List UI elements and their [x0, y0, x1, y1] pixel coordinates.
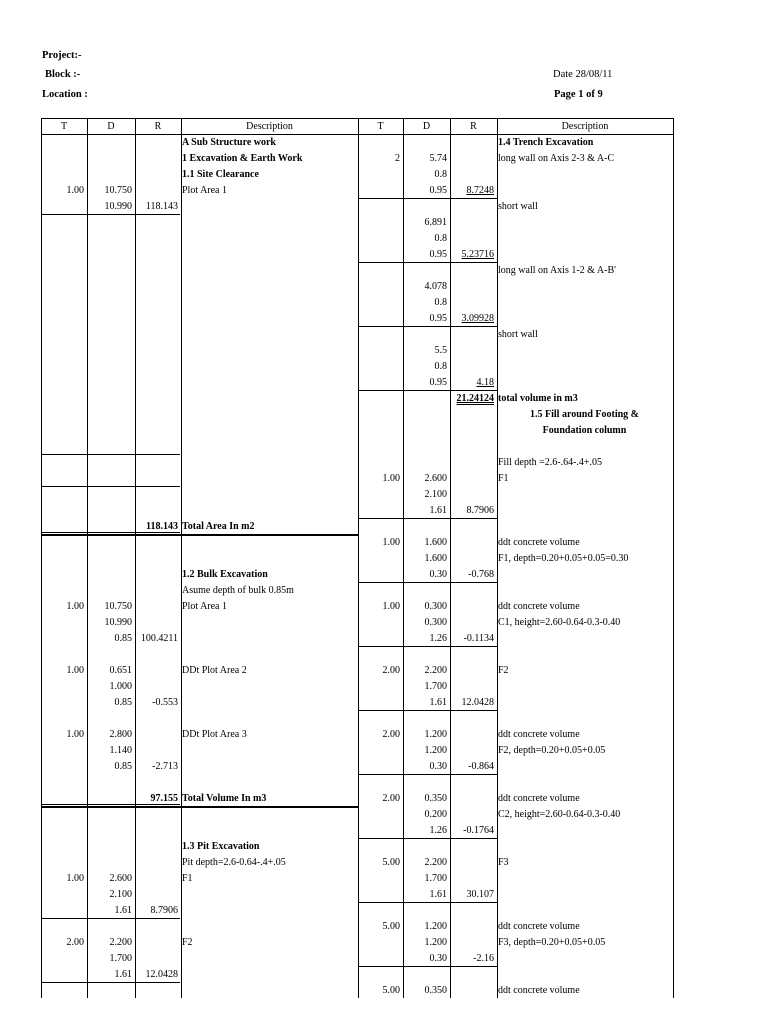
- right-d-cell: 1.600: [424, 553, 447, 564]
- left-r-cell: 12.0428: [145, 969, 178, 980]
- left-description-cell: 1.3 Pit Excavation: [182, 841, 260, 852]
- row-separator: [358, 262, 497, 263]
- row-separator: [41, 214, 180, 215]
- right-d-cell: 1.200: [424, 729, 447, 740]
- row-separator: [358, 198, 497, 199]
- right-t-cell: 1.00: [382, 473, 400, 484]
- right-description-cell: C2, height=2.60-0.64-0.3-0.40: [498, 809, 621, 820]
- right-r-cell: 12.0428: [461, 697, 494, 708]
- left-description-cell: A Sub Structure work: [182, 137, 276, 148]
- left-d-cell: 1.000: [109, 681, 132, 692]
- left-d-cell: 1.700: [109, 953, 132, 964]
- right-d-cell: 1.61: [429, 505, 447, 516]
- right-description-cell: 1.4 Trench Excavation: [498, 137, 594, 148]
- left-t-cell: 2.00: [66, 937, 84, 948]
- right-description-cell: long wall on Axis 1-2 & A-B': [498, 265, 616, 276]
- row-separator: [41, 918, 180, 919]
- right-description-cell: long wall on Axis 2-3 & A-C: [498, 153, 615, 164]
- left-d-cell: 1.61: [114, 905, 132, 916]
- right-description-cell: ddt concrete volume: [498, 793, 580, 804]
- right-description-cell: total volume in m3: [498, 393, 578, 404]
- left-r-cell: -2.713: [152, 761, 178, 772]
- right-d-cell: 0.95: [429, 313, 447, 324]
- header-project-label: Project:-: [42, 50, 82, 61]
- left-t-cell: 1.00: [66, 665, 84, 676]
- right-description-cell: Fill depth =2.6-.64-.4+.05: [498, 457, 603, 468]
- right-d-cell: 0.95: [429, 249, 447, 260]
- right-t-cell: 1.00: [382, 601, 400, 612]
- left-d-cell: 2.100: [109, 889, 132, 900]
- left-description-cell: DDt Plot Area 2: [182, 665, 247, 676]
- right-d-cell: 0.30: [429, 569, 447, 580]
- left-r-cell: 118.143: [146, 521, 178, 532]
- right-d-cell: 6.891: [424, 217, 447, 228]
- row-separator: [358, 710, 497, 711]
- right-t-cell: 1.00: [382, 537, 400, 548]
- left-d-cell: 1.61: [114, 969, 132, 980]
- left-d-cell: 2.800: [109, 729, 132, 740]
- row-separator: [358, 518, 497, 519]
- right-r-cell: -0.1134: [463, 633, 494, 644]
- right-description-cell: F2, depth=0.20+0.05+0.05: [498, 745, 606, 756]
- left-d-cell: 2.200: [109, 937, 132, 948]
- right-d-cell: 1.200: [424, 937, 447, 948]
- right-d-cell: 1.700: [424, 873, 447, 884]
- left-description-cell: Asume depth of bulk 0.85m: [182, 585, 294, 596]
- left-description-cell: Total Volume In m3: [182, 793, 267, 804]
- right-d-cell: 1.61: [429, 697, 447, 708]
- right-r-cell: -2.16: [473, 953, 494, 964]
- left-description-cell: 1 Excavation & Earth Work: [182, 153, 303, 164]
- column-divider: [135, 118, 136, 998]
- left-r-cell: 8.7906: [150, 905, 178, 916]
- left-description-cell: F2: [182, 937, 193, 948]
- right-d-cell: 5.5: [434, 345, 447, 356]
- left-description-cell: Total Area In m2: [182, 521, 255, 532]
- left-description-cell: Pit depth=2.6-0.64-.4+.05: [182, 857, 286, 868]
- right-d-cell: 1.200: [424, 745, 447, 756]
- right-description-cell: F3: [498, 857, 509, 868]
- right-r-cell: 8.7248: [466, 185, 494, 196]
- right-d-cell: 0.350: [424, 985, 447, 996]
- right-description-cell: 1.5 Fill around Footing &: [530, 409, 639, 420]
- row-separator: [358, 774, 497, 775]
- left-description-cell: 1.1 Site Clearance: [182, 169, 259, 180]
- right-r-cell: 4.18: [476, 377, 494, 388]
- right-d-cell: 2.200: [424, 857, 447, 868]
- right-t-cell: 5.00: [382, 985, 400, 996]
- left-d-cell: 0.85: [114, 761, 132, 772]
- right-d-cell: 0.300: [424, 617, 447, 628]
- column-header: D: [422, 121, 431, 132]
- row-separator: [41, 454, 180, 455]
- right-d-cell: 2.600: [424, 473, 447, 484]
- right-r-cell: -0.1764: [463, 825, 494, 836]
- left-r-cell: 118.143: [145, 201, 178, 212]
- header-block-label: Block :-: [45, 69, 81, 80]
- right-d-cell: 0.8: [434, 361, 447, 372]
- left-r-cell: 100.4211: [140, 633, 178, 644]
- total-separator: [41, 806, 358, 808]
- right-r-cell: 30.107: [466, 889, 494, 900]
- row-separator: [41, 486, 180, 487]
- right-description-cell: C1, height=2.60-0.64-0.3-0.40: [498, 617, 621, 628]
- right-d-cell: 1.600: [424, 537, 447, 548]
- left-r-cell: 97.155: [150, 793, 178, 804]
- left-d-cell: 0.651: [109, 665, 132, 676]
- right-d-cell: 0.8: [434, 233, 447, 244]
- left-t-cell: 1.00: [66, 873, 84, 884]
- right-d-cell: 4.078: [424, 281, 447, 292]
- left-description-cell: DDt Plot Area 3: [182, 729, 247, 740]
- right-d-cell: 0.8: [434, 169, 447, 180]
- left-t-cell: 1.00: [66, 185, 84, 196]
- right-description-cell: F1: [498, 473, 509, 484]
- row-separator: [358, 902, 497, 903]
- right-description-cell: ddt concrete volume: [498, 729, 580, 740]
- left-d-cell: 2.600: [109, 873, 132, 884]
- row-separator: [41, 982, 180, 983]
- column-divider: [673, 118, 674, 998]
- right-r-cell: 8.7906: [466, 505, 494, 516]
- right-d-cell: 0.300: [424, 601, 447, 612]
- right-d-cell: 0.30: [429, 953, 447, 964]
- right-t-cell: 2.00: [382, 665, 400, 676]
- left-d-cell: 0.85: [114, 633, 132, 644]
- left-t-cell: 1.00: [66, 729, 84, 740]
- right-t-cell: 5.00: [382, 857, 400, 868]
- left-t-cell: 1.00: [66, 601, 84, 612]
- row-separator: [358, 966, 497, 967]
- row-separator: [358, 646, 497, 647]
- column-header: Description: [561, 121, 609, 132]
- row-separator: [358, 326, 497, 327]
- column-header: T: [60, 121, 68, 132]
- column-header: Description: [246, 121, 293, 132]
- right-r-cell: 5.23716: [461, 249, 494, 260]
- right-description-cell: F2: [498, 665, 509, 676]
- right-description-cell: short wall: [498, 329, 538, 340]
- left-d-cell: 10.990: [104, 201, 132, 212]
- right-r-cell: -0.864: [468, 761, 494, 772]
- right-d-cell: 1.200: [424, 921, 447, 932]
- left-description-cell: F1: [182, 873, 193, 884]
- left-d-cell: 0.85: [114, 697, 132, 708]
- row-separator: [358, 582, 497, 583]
- left-description-cell: Plot Area 1: [182, 185, 227, 196]
- right-r-cell: -0.768: [468, 569, 494, 580]
- column-header: T: [377, 121, 384, 132]
- right-t-cell: 2: [395, 153, 400, 164]
- right-description-cell: ddt concrete volume: [498, 921, 580, 932]
- left-description-cell: 1.2 Bulk Excavation: [182, 569, 268, 580]
- right-d-cell: 1.26: [429, 825, 447, 836]
- row-separator: [358, 838, 497, 839]
- right-d-cell: 0.95: [429, 377, 447, 388]
- left-d-cell: 10.990: [104, 617, 132, 628]
- right-d-cell: 2.100: [424, 489, 447, 500]
- right-t-cell: 2.00: [382, 729, 400, 740]
- left-d-cell: 10.750: [104, 601, 132, 612]
- right-d-cell: 0.30: [429, 761, 447, 772]
- right-description-cell: F3, depth=0.20+0.05+0.05: [498, 937, 606, 948]
- right-d-cell: 0.95: [429, 185, 447, 196]
- column-header: R: [470, 121, 477, 132]
- right-description-cell: Foundation column: [542, 425, 627, 436]
- right-d-cell: 1.61: [429, 889, 447, 900]
- right-r-cell: 21.24124: [456, 393, 494, 404]
- right-description-cell: ddt concrete volume: [498, 537, 580, 548]
- right-t-cell: 2.00: [382, 793, 400, 804]
- left-r-cell: -0.553: [152, 697, 178, 708]
- right-d-cell: 0.8: [434, 297, 447, 308]
- right-description-cell: ddt concrete volume: [498, 601, 580, 612]
- column-divider: [41, 118, 42, 998]
- right-d-cell: 1.26: [429, 633, 447, 644]
- column-divider: [87, 118, 88, 998]
- right-d-cell: 2.200: [424, 665, 447, 676]
- column-header: D: [107, 121, 115, 132]
- right-d-cell: 5.74: [429, 153, 447, 164]
- header-page-number: Page 1 of 9: [554, 89, 603, 100]
- column-header: R: [154, 121, 162, 132]
- left-d-cell: 10.750: [104, 185, 132, 196]
- header-location-label: Location :: [42, 89, 88, 100]
- right-d-cell: 1.700: [424, 681, 447, 692]
- total-separator: [41, 534, 358, 536]
- right-d-cell: 0.350: [424, 793, 447, 804]
- right-d-cell: 0.200: [424, 809, 447, 820]
- right-t-cell: 5.00: [382, 921, 400, 932]
- right-description-cell: short wall: [498, 201, 538, 212]
- right-r-cell: 3.09928: [461, 313, 494, 324]
- right-description-cell: F1, depth=0.20+0.05+0.05=0.30: [498, 553, 629, 564]
- header-date: Date 28/08/11: [553, 69, 613, 80]
- left-description-cell: Plot Area 1: [182, 601, 227, 612]
- left-d-cell: 1.140: [109, 745, 132, 756]
- right-description-cell: ddt concrete volume: [498, 985, 580, 996]
